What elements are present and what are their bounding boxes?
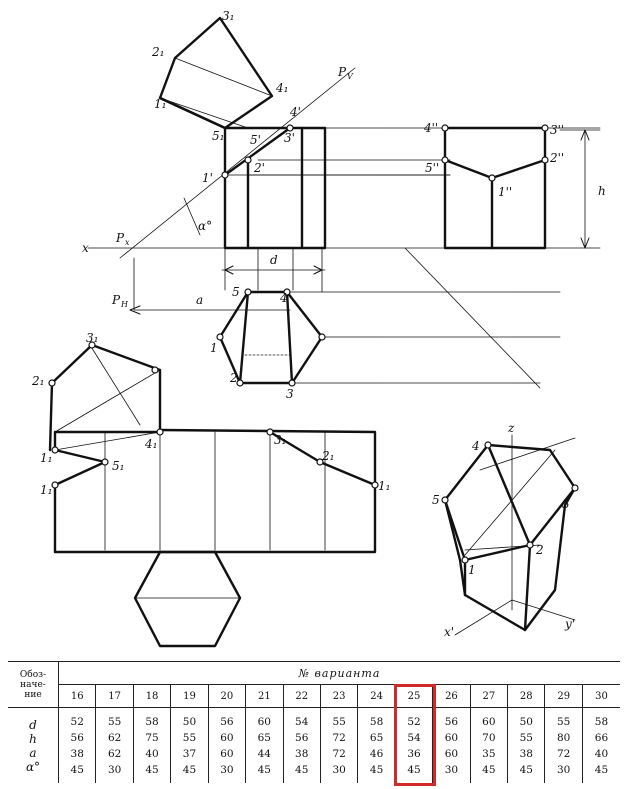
variant-number-cell: 21 [246, 685, 283, 708]
variant-number-cell: 30 [582, 685, 620, 708]
pv-label: P [338, 65, 347, 79]
variant-number-cell: 17 [96, 685, 133, 708]
point-1-label: 1 [210, 341, 218, 355]
variant-number-cell: 18 [133, 685, 170, 708]
symbol-d: d [29, 717, 37, 732]
value-α: 30 [557, 763, 571, 776]
point-5p-label: 5'' [425, 161, 440, 175]
ph-sub-label: H [121, 300, 128, 309]
value-h: 65 [257, 731, 271, 744]
symbol-h: h [29, 731, 37, 746]
symbol-a: a [29, 745, 37, 760]
axo-5-label: 5 [432, 493, 440, 507]
y-prime-label: y' [565, 617, 576, 631]
variant-values-cell [582, 708, 620, 784]
point-5-label: 5 [232, 285, 240, 299]
value-h: 55 [519, 731, 533, 744]
dev-1s-top-label: 1₁ [40, 451, 53, 465]
value-a: 44 [257, 747, 271, 760]
value-α: 45 [482, 763, 496, 776]
x-axis-label: x [82, 241, 89, 255]
value-α: 45 [295, 763, 309, 776]
variant-values-cell [545, 708, 582, 784]
variant-values-cell [433, 708, 470, 784]
dev-2s-label: 2₁ [32, 374, 45, 388]
value-h: 54 [407, 731, 421, 744]
variants-table-container [8, 661, 620, 785]
value-d: 58 [145, 715, 159, 728]
value-d: 55 [557, 715, 571, 728]
h-dimension-label: h [598, 184, 606, 198]
value-h: 56 [70, 731, 84, 744]
value-d: 58 [594, 715, 609, 728]
variant-number-cell: 29 [545, 685, 582, 708]
point-1p-label: 1'' [498, 185, 513, 199]
variant-values-cell [133, 708, 170, 784]
dev-4s-label: 4₁ [145, 437, 158, 451]
value-a: 40 [594, 747, 609, 760]
variant-number-cell: 24 [358, 685, 395, 708]
designation-header-line3: ние [24, 689, 42, 700]
point-3s-label: 3₁ [222, 9, 235, 23]
value-a: 60 [444, 747, 459, 760]
object-lines [50, 18, 575, 646]
z-axis-label: z [508, 421, 515, 435]
value-h: 66 [594, 731, 609, 744]
value-h: 60 [220, 731, 234, 744]
point-5f-label: 5' [250, 133, 261, 147]
variant-number-cell: 28 [508, 685, 545, 708]
value-α: 45 [519, 763, 533, 776]
value-h: 72 [332, 731, 346, 744]
dev-1s-right-label: 1₁ [378, 479, 391, 493]
point-2f-label: 2' [254, 161, 265, 175]
value-α: 45 [145, 763, 159, 776]
value-d: 50 [182, 715, 197, 728]
variant-number-cell: 25 [395, 685, 432, 708]
point-3-label: 3 [286, 387, 294, 401]
value-a: 37 [182, 747, 197, 760]
variant-number-cell: 20 [208, 685, 245, 708]
dev-5s-label: 5₁ [112, 459, 125, 473]
value-α: 45 [70, 763, 84, 776]
point-2p-label: 2'' [550, 151, 565, 165]
value-α: 30 [107, 763, 122, 776]
variant-number-cell: 16 [59, 685, 96, 708]
value-d: 60 [482, 715, 496, 728]
point-5s-label: 5₁ [212, 129, 225, 143]
value-h: 65 [369, 731, 384, 744]
value-α: 45 [182, 763, 197, 776]
variants-table [8, 661, 620, 783]
value-d: 52 [70, 715, 84, 728]
value-h: 80 [557, 731, 571, 744]
designation-header-line2: наче- [20, 679, 46, 690]
value-a: 35 [482, 747, 496, 760]
d-dimension-label: d [270, 253, 278, 267]
point-2-label: 2 [230, 371, 238, 385]
variant-values-cell [208, 708, 245, 784]
ph-label: P [112, 293, 121, 307]
value-d: 58 [369, 715, 384, 728]
value-α: 30 [444, 763, 459, 776]
values-row [8, 708, 620, 784]
value-d: 56 [220, 715, 234, 728]
designation-header-line1: Обоз- [19, 669, 47, 680]
variant-number-cell: 26 [433, 685, 470, 708]
value-h: 62 [107, 731, 122, 744]
value-α: 30 [220, 763, 234, 776]
point-4s-label: 4₁ [276, 81, 289, 95]
value-h: 56 [295, 731, 309, 744]
value-d: 50 [519, 715, 533, 728]
point-4-label: 4 [280, 291, 288, 305]
variant-number-header: № варианта [59, 662, 621, 685]
value-α: 45 [594, 763, 609, 776]
value-a: 36 [407, 747, 421, 760]
value-a: 72 [557, 747, 571, 760]
point-4f-label: 4' [290, 105, 301, 119]
variant-values-cell [246, 708, 283, 784]
px-sub-label: x [125, 238, 130, 247]
value-h: 55 [182, 731, 197, 744]
value-a: 62 [107, 747, 122, 760]
value-α: 30 [332, 763, 346, 776]
drawing-labels [31, 9, 606, 639]
symbols-cell [8, 708, 59, 784]
alpha-label: α° [198, 219, 213, 233]
variant-values-cell [59, 708, 96, 784]
point-1f-label: 1' [202, 171, 213, 185]
value-a: 72 [332, 747, 346, 760]
pv-sub-label: V [347, 72, 353, 81]
value-d: 54 [295, 715, 309, 728]
variant-number-cell: 27 [470, 685, 507, 708]
variant-values-cell [283, 708, 320, 784]
variant-values-cell [171, 708, 208, 784]
value-h: 70 [482, 731, 496, 744]
value-α: 45 [257, 763, 271, 776]
variant-values-cell [508, 708, 545, 784]
value-a: 38 [70, 747, 84, 760]
axo-2-label: 2 [536, 543, 544, 557]
x-prime-label: x' [444, 625, 455, 639]
value-d: 52 [407, 715, 421, 728]
point-1s-label: 1₁ [154, 97, 167, 111]
value-h: 75 [145, 731, 159, 744]
variant-values-cell [395, 708, 432, 784]
variant-numbers-row [8, 685, 620, 708]
symbol-alpha: α° [25, 759, 41, 774]
dev-3s-right-label: 3₁ [274, 433, 287, 447]
variant-number-cell: 19 [171, 685, 208, 708]
point-4p-label: 4'' [424, 121, 439, 135]
value-α: 45 [407, 763, 421, 776]
axo-1-label: 1 [468, 563, 476, 577]
dev-3s-label: 3₁ [86, 331, 99, 345]
designation-header [8, 662, 59, 708]
value-d: 55 [107, 715, 122, 728]
value-a: 38 [519, 747, 533, 760]
px-label: P [116, 231, 125, 245]
value-d: 56 [444, 715, 459, 728]
value-a: 38 [295, 747, 309, 760]
point-3p-label: 3'' [550, 123, 565, 137]
axo-4-label: 4 [472, 439, 480, 453]
value-a: 40 [145, 747, 159, 760]
point-3f-label: 3' [284, 131, 295, 145]
value-d: 60 [257, 715, 271, 728]
variant-values-cell [358, 708, 395, 784]
a-dimension-label: a [196, 293, 204, 307]
dev-1s-bottom-label: 1₁ [40, 483, 53, 497]
variant-values-cell [96, 708, 133, 784]
value-α: 45 [369, 763, 384, 776]
value-a: 46 [369, 747, 384, 760]
variant-number-cell: 22 [283, 685, 320, 708]
value-d: 55 [332, 715, 346, 728]
variant-values-cell [470, 708, 507, 784]
value-a: 60 [220, 747, 234, 760]
value-h: 60 [444, 731, 459, 744]
dev-2s-right-label: 2₁ [322, 449, 335, 463]
point-2s-label: 2₁ [152, 45, 165, 59]
variant-values-cell [320, 708, 357, 784]
axo-3-label: 3 [562, 497, 570, 511]
variant-number-cell: 23 [320, 685, 357, 708]
